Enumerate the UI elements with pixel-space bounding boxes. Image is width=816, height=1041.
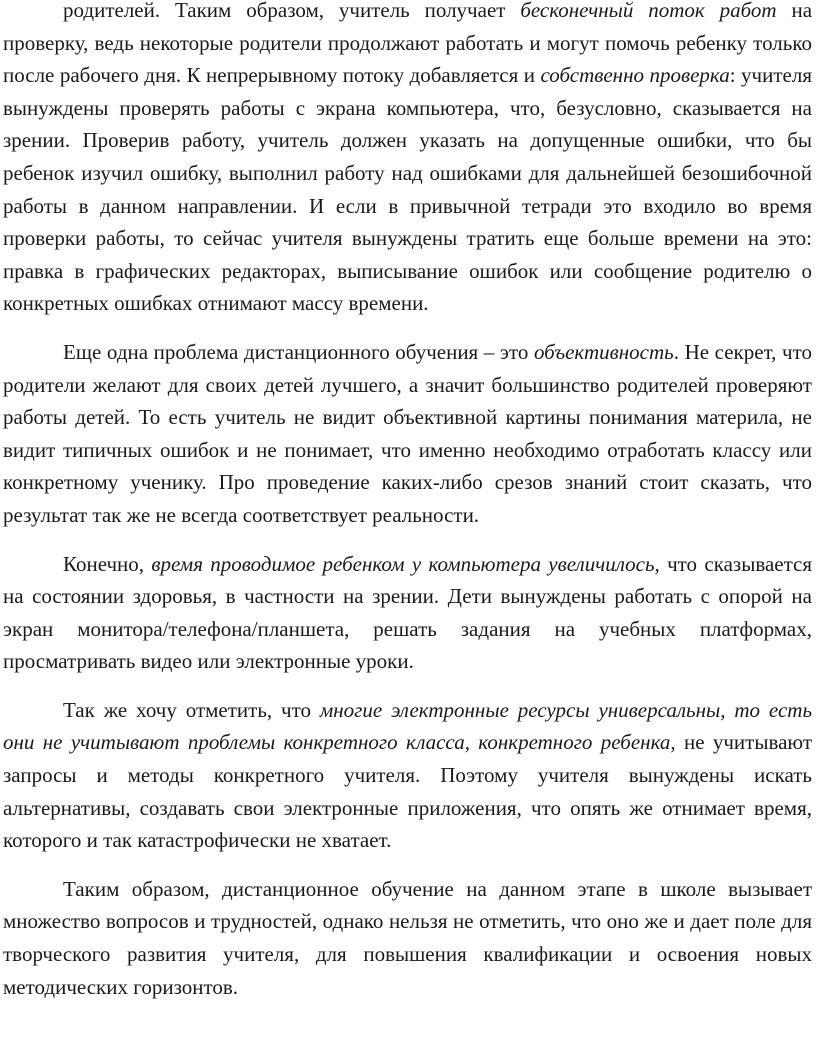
paragraph-text: , что сказывается на состоянии здоровья, в частности на зрении. Дети вынуждены работать с опорой на экран монитора/телефона/планшета, решать задания на учебных платформах, просматривать видео или электронные уроки. <box>3 551 813 674</box>
emphasis-text: собственно проверка <box>540 63 730 88</box>
paragraph-conclusion <box>3 873 812 1003</box>
emphasis-text: многие электронные ресурсы универсальны, то есть они не учитывают проблемы конкретного класса, конкретного ребенка <box>3 697 812 755</box>
paragraph-text: Таким образом, дистанционное обучение на данном этапе в школе вызывает множество вопросов и трудностей, однако нельзя не отметить, что оно же и дает поле для творческого развития учителя, для повышения квалификации и освоения новых методических горизонтов. <box>3 876 812 999</box>
emphasis-text: объективность <box>533 339 674 364</box>
emphasis-text: время проводимое ребенком у компьютера увеличилось <box>151 551 655 576</box>
paragraph-objectivity <box>3 336 812 532</box>
paragraph-text: . Не секрет, что родители желают для своих детей лучшего, а значит большинство родителей проверяют работы детей. То есть учитель не видит объективной картины понимания материла, не видит типичных ошибок и не понимает, что именно необходимо отработать классу или конкретному ученику. Про проведение каких-либо срезов знаний стоит сказать, что результат так же не всегда соответствует реальности. <box>3 339 812 527</box>
emphasis-text: бесконечный поток работ <box>520 0 777 22</box>
paragraph-text: Еще одна проблема дистанционного обучения – это <box>63 339 534 364</box>
paragraph-text: Конечно, <box>63 551 152 576</box>
paragraph-continuation <box>3 0 812 320</box>
paragraph-text: , не учитывают запросы и методы конкретного учителя. Поэтому учителя вынуждены искать альтернативы, создавать свои электронные приложения, что опять же отнимает время, которого и так катастрофически не хватает. <box>3 730 812 853</box>
paragraph-text: на проверку, ведь некоторые родители продолжают работать и могут помочь ребенку только после рабочего дня. К непрерывному потоку добавляется и <box>3 0 813 88</box>
paragraph-screen-time <box>3 548 812 678</box>
paragraph-text: родителей. Таким образом, учитель получает <box>63 0 521 22</box>
paragraph-text: : учителя вынуждены проверять работы с экрана компьютера, что, безусловно, сказывается на зрении. Проверив работу, учитель должен указать на допущенные ошибки, что бы ребенок изучил ошибку, выполнил работу над ошибками для дальнейшей безошибочной работы в данном направлении. И если в привычной тетради это входило во время проверки работы, то сейчас учителя вынуждены тратить еще больше времени на это: правка в графических редакторах, выписывание ошибок или сообщение родителю о конкретных ошибках отнимают массу времени. <box>3 63 812 316</box>
paragraph-text: Так же хочу отметить, что <box>63 697 320 722</box>
paragraph-universal-resources <box>3 694 812 857</box>
